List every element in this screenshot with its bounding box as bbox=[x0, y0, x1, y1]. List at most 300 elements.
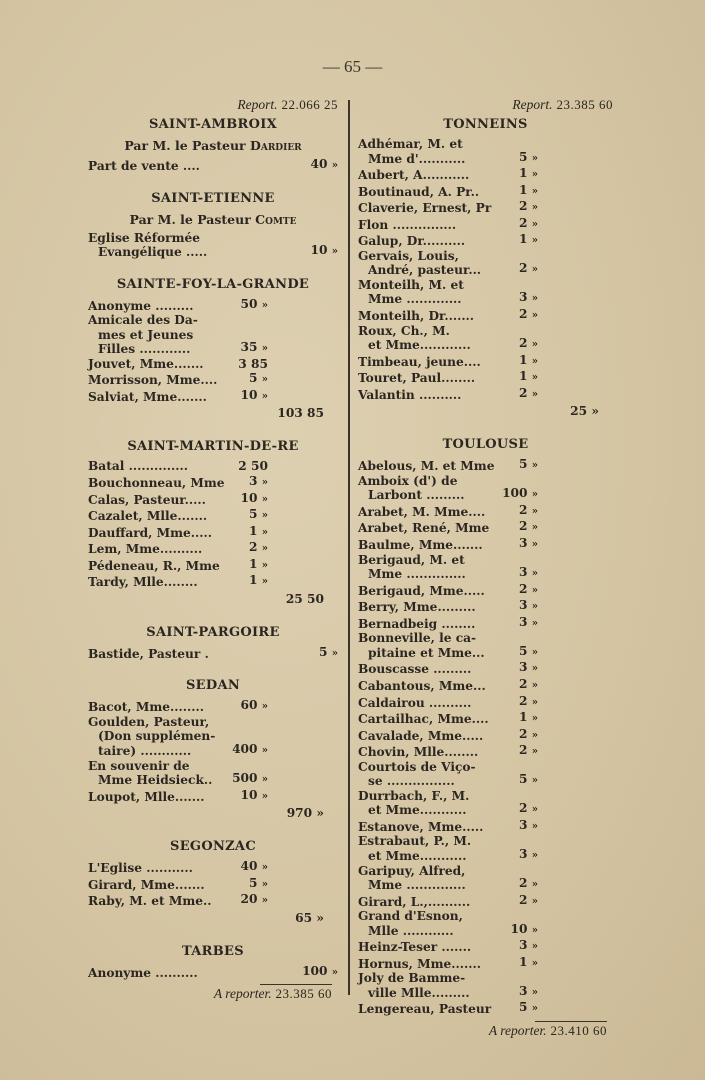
donor-name-line: Mme .............. bbox=[368, 878, 466, 893]
amount-francs: 2 bbox=[519, 199, 532, 214]
donation-amount bbox=[498, 150, 538, 167]
donor-name bbox=[88, 575, 228, 590]
section-title: SAINT-MARTIN-DE-RE bbox=[127, 439, 299, 455]
section-title: SEDAN bbox=[185, 678, 241, 694]
section bbox=[88, 422, 338, 607]
amount-cents: » bbox=[531, 339, 538, 351]
donor-name bbox=[88, 159, 300, 174]
amount-cents: » bbox=[261, 510, 268, 522]
amount-francs: 10 bbox=[510, 921, 532, 936]
amount-cents: » bbox=[531, 218, 538, 230]
donor-name-line: Anonyme ......... bbox=[88, 298, 194, 313]
amount-francs: 1 bbox=[249, 573, 262, 588]
amount-francs: 3 bbox=[519, 536, 532, 551]
donation-amount bbox=[498, 644, 538, 661]
report-label: Report. bbox=[512, 97, 553, 112]
section bbox=[88, 608, 338, 662]
donation-entry bbox=[358, 909, 613, 938]
donor-name-line: Batal .............. bbox=[88, 459, 188, 474]
donor-name bbox=[88, 476, 228, 491]
donor-name-line: Cazalet, Mlle....... bbox=[88, 509, 208, 524]
donation-amount bbox=[228, 524, 268, 541]
donor-name-line: En souvenir de bbox=[88, 758, 190, 773]
donor-name-line: Cartailhac, Mme.... bbox=[358, 712, 489, 727]
amount-francs: 10 bbox=[240, 387, 262, 402]
donation-entry bbox=[88, 964, 338, 981]
donation-entry bbox=[88, 388, 338, 405]
donation-entry bbox=[88, 491, 338, 508]
donation-amount bbox=[498, 183, 538, 200]
amount-cents: » bbox=[531, 820, 538, 832]
donor-name-line: Berry, Mme......... bbox=[358, 600, 476, 615]
section-total: 65 » bbox=[295, 910, 324, 925]
donation-entry bbox=[88, 459, 338, 474]
donor-name bbox=[358, 712, 498, 727]
donation-amount bbox=[228, 859, 268, 876]
donation-entry bbox=[88, 876, 338, 893]
amount-francs: 2 bbox=[519, 726, 532, 741]
donation-entry bbox=[358, 216, 613, 233]
donor-name bbox=[358, 679, 498, 694]
donation-amount bbox=[498, 772, 538, 789]
amount-cents: » bbox=[531, 895, 538, 907]
donor-name bbox=[358, 371, 498, 386]
donation-amount bbox=[498, 727, 538, 744]
donation-amount bbox=[300, 964, 338, 981]
donor-name-line: Caldairou .......... bbox=[358, 695, 472, 710]
donor-name bbox=[88, 390, 228, 405]
donor-name bbox=[88, 542, 228, 557]
donor-name-line: Evangélique ..... bbox=[98, 245, 208, 260]
donation-entry bbox=[358, 278, 613, 307]
donation-entry bbox=[358, 503, 613, 520]
donation-entry bbox=[358, 677, 613, 694]
amount-francs: 5 bbox=[249, 371, 262, 386]
amount-cents: » bbox=[261, 559, 268, 571]
donor-name-line: Larbont ......... bbox=[368, 488, 465, 503]
donor-name-line: Gervais, Louis, bbox=[358, 248, 459, 263]
amount-francs: 2 bbox=[519, 801, 532, 816]
donor-name-line: Mme d'........... bbox=[368, 151, 466, 166]
spacer bbox=[88, 822, 338, 836]
donation-amount bbox=[498, 677, 538, 694]
left-column bbox=[88, 98, 338, 1003]
amount-francs: 2 bbox=[519, 581, 532, 596]
donation-amount bbox=[228, 297, 268, 314]
donor-name-line: L'Eglise ........... bbox=[88, 861, 193, 876]
amount-francs: 2 bbox=[249, 540, 262, 555]
amount-cents: » bbox=[261, 862, 268, 874]
subtitle-name: Comte bbox=[255, 211, 297, 227]
donor-name-line: Arabet, M. Mme.... bbox=[358, 504, 486, 519]
donation-entry bbox=[358, 137, 613, 166]
donation-entry bbox=[358, 353, 613, 370]
amount-francs: 3 bbox=[519, 938, 532, 953]
donor-name bbox=[358, 745, 498, 760]
subtitle-name: Dardier bbox=[250, 138, 302, 153]
donor-name bbox=[88, 759, 228, 788]
section bbox=[88, 174, 338, 260]
donation-amount bbox=[498, 166, 538, 183]
donor-name bbox=[358, 505, 498, 520]
donation-entry bbox=[358, 893, 613, 910]
donor-name-line: Flon ............... bbox=[358, 217, 457, 232]
donation-amount bbox=[498, 955, 538, 972]
donor-name-line: et Mme........... bbox=[368, 803, 467, 818]
donation-amount bbox=[498, 984, 538, 1001]
donation-amount bbox=[300, 645, 338, 662]
donor-name bbox=[358, 185, 498, 200]
donation-amount bbox=[498, 801, 538, 818]
amount-cents: » bbox=[531, 388, 538, 400]
donor-name bbox=[88, 526, 228, 541]
amount-francs: 100 bbox=[302, 963, 332, 978]
amount-francs: 3 bbox=[519, 565, 532, 580]
donor-name-line: Durrbach, F., M. bbox=[358, 788, 470, 803]
donation-entry bbox=[358, 249, 613, 278]
donor-name bbox=[88, 299, 228, 314]
donation-amount bbox=[228, 557, 268, 574]
donor-name-line: Jouvet, Mme....... bbox=[88, 356, 204, 371]
donation-amount bbox=[498, 486, 538, 503]
amount-francs: 5 bbox=[249, 875, 262, 890]
section-title: SAINTE-FOY-LA-GRANDE bbox=[116, 276, 310, 292]
donor-name-line: Dauffard, Mme..... bbox=[88, 525, 213, 540]
amount-francs: 1 bbox=[519, 710, 532, 725]
donor-name-line: Hornus, Mme....... bbox=[358, 956, 481, 971]
amount-francs: 3 bbox=[249, 474, 262, 489]
amount-francs: 2 bbox=[519, 876, 532, 891]
donation-entry bbox=[88, 540, 338, 557]
amount-cents: » bbox=[531, 584, 538, 596]
donor-name bbox=[88, 559, 228, 574]
donor-name-line: Bacot, Mme........ bbox=[88, 700, 204, 715]
donor-name bbox=[358, 249, 498, 278]
donor-name-line: Girard, L.,.......... bbox=[358, 894, 471, 909]
amount-cents: » bbox=[531, 957, 538, 969]
donor-name bbox=[88, 357, 228, 372]
donation-amount bbox=[498, 232, 538, 249]
amount-cents: » bbox=[261, 701, 268, 713]
amount-cents: » bbox=[531, 568, 538, 580]
donor-name bbox=[358, 971, 498, 1000]
section-total: 25 » bbox=[570, 404, 599, 419]
amount-cents: » bbox=[531, 924, 538, 936]
donor-name-line: Tardy, Mlle........ bbox=[88, 575, 198, 590]
donor-name bbox=[358, 553, 498, 582]
donation-entry bbox=[88, 788, 338, 805]
section-title: TARBES bbox=[182, 943, 244, 959]
donor-name bbox=[358, 729, 498, 744]
spacer bbox=[88, 661, 338, 675]
donation-entry bbox=[88, 573, 338, 590]
donation-entry bbox=[358, 166, 613, 183]
amount-francs: 1 bbox=[519, 182, 532, 197]
amount-francs: 2 bbox=[519, 676, 532, 691]
donation-entry bbox=[358, 971, 613, 1000]
donor-name bbox=[88, 373, 228, 388]
donation-entry bbox=[358, 834, 613, 863]
donor-name-line: Baulme, Mme....... bbox=[358, 538, 483, 553]
donor-name-line: Joly de Bamme- bbox=[358, 971, 466, 986]
donor-name-line: Mme Heidsieck.. bbox=[98, 773, 213, 788]
amount-cents: » bbox=[531, 804, 538, 816]
donation-entry bbox=[88, 557, 338, 574]
donation-amount bbox=[228, 788, 268, 805]
amount-francs: 40 bbox=[310, 157, 332, 171]
amount-cents: » bbox=[261, 878, 268, 890]
donation-entry bbox=[88, 759, 338, 788]
donor-name bbox=[88, 459, 228, 474]
donation-entry bbox=[358, 631, 613, 660]
section bbox=[88, 822, 338, 927]
amount-francs: 5 bbox=[249, 507, 262, 522]
section-title: TONNEINS bbox=[443, 117, 528, 132]
report-line bbox=[358, 98, 613, 114]
donor-name-line: Grand d'Esnon, bbox=[358, 909, 463, 924]
amount-cents: » bbox=[531, 310, 538, 322]
donation-amount bbox=[498, 615, 538, 632]
section bbox=[88, 116, 338, 174]
donation-amount bbox=[498, 938, 538, 955]
donor-name-line: et Mme........... bbox=[368, 848, 467, 863]
donor-name-line: Anonyme .......... bbox=[88, 965, 198, 980]
amount-francs: 2 bbox=[519, 385, 532, 400]
donation-amount bbox=[228, 340, 268, 357]
donor-name bbox=[358, 388, 498, 403]
amount-cents: » bbox=[531, 746, 538, 758]
amount-cents: » bbox=[531, 372, 538, 384]
amount-francs: 3 bbox=[519, 614, 532, 629]
donation-amount bbox=[300, 157, 338, 174]
donor-name-line: Bouchonneau, Mme bbox=[88, 476, 225, 491]
donor-name-line: Chovin, Mlle........ bbox=[358, 745, 479, 760]
amount-cents: » bbox=[531, 185, 538, 197]
amount-francs: 2 bbox=[519, 502, 532, 517]
amount-francs: 400 bbox=[232, 742, 262, 757]
donation-amount bbox=[498, 876, 538, 893]
donor-name-line: Bernadbeig ........ bbox=[358, 616, 476, 631]
donation-amount bbox=[228, 491, 268, 508]
amount-francs: 2 bbox=[238, 459, 252, 474]
donor-name bbox=[358, 324, 498, 353]
amount-francs: 5 bbox=[519, 1000, 532, 1015]
amount-francs: 3 bbox=[519, 817, 532, 832]
amount-francs: 500 bbox=[232, 771, 262, 786]
amount-francs: 2 bbox=[519, 693, 532, 708]
carry-line bbox=[88, 985, 338, 1003]
donation-amount bbox=[228, 892, 268, 909]
donation-entry bbox=[358, 789, 613, 818]
donation-amount bbox=[498, 386, 538, 403]
amount-cents: » bbox=[261, 543, 268, 555]
section-title: SAINT-ETIENNE bbox=[151, 190, 275, 206]
amount-cents: » bbox=[331, 160, 338, 171]
donation-entry bbox=[358, 199, 613, 216]
amount-francs: 2 bbox=[519, 336, 532, 351]
donation-amount bbox=[498, 710, 538, 727]
donation-amount bbox=[498, 261, 538, 278]
amount-cents: » bbox=[531, 460, 538, 472]
amount-cents: » bbox=[531, 152, 538, 164]
donation-amount bbox=[228, 573, 268, 590]
donation-amount bbox=[498, 290, 538, 307]
donation-entry bbox=[358, 615, 613, 632]
amount-francs: 2 bbox=[519, 519, 532, 534]
donation-entry bbox=[88, 715, 338, 759]
amount-francs: 2 bbox=[519, 261, 532, 276]
donor-name-line: Amicale des Da- bbox=[88, 313, 198, 328]
donation-amount bbox=[498, 660, 538, 677]
report-value: 23.385 60 bbox=[556, 97, 613, 112]
donation-amount bbox=[228, 698, 268, 715]
carry-value: 23.385 60 bbox=[275, 986, 332, 1002]
donor-name-line: Heinz-Teser ....... bbox=[358, 940, 472, 955]
report-value: 22.066 25 bbox=[281, 97, 338, 112]
page-number: — 65 — bbox=[322, 57, 383, 76]
donor-name-line: Galup, Dr.......... bbox=[358, 234, 466, 249]
donor-name-line: Monteilh, M. et bbox=[358, 277, 464, 292]
section-total: 103 85 bbox=[277, 406, 324, 421]
section-subtitle bbox=[88, 137, 338, 155]
donor-name-line: Amboix (d') de bbox=[358, 473, 458, 488]
donor-name-line: Lem, Mme.......... bbox=[88, 542, 203, 557]
donation-entry bbox=[358, 598, 613, 615]
donor-name bbox=[358, 584, 498, 599]
donor-name-line: Mme ............. bbox=[368, 292, 462, 307]
donor-name bbox=[358, 895, 498, 910]
donation-amount bbox=[498, 503, 538, 520]
donor-name bbox=[358, 278, 498, 307]
donation-amount bbox=[498, 598, 538, 615]
donation-entry bbox=[358, 818, 613, 835]
donor-name-line: et Mme............ bbox=[368, 338, 471, 353]
section bbox=[88, 927, 338, 981]
amount-francs: 40 bbox=[240, 859, 262, 874]
donor-name-line: Morrisson, Mme.... bbox=[88, 373, 218, 388]
donor-name-line: Arabet, René, Mme bbox=[358, 521, 490, 536]
amount-cents: » bbox=[261, 745, 268, 757]
amount-cents: » bbox=[531, 986, 538, 998]
amount-cents: » bbox=[261, 299, 268, 311]
donation-amount bbox=[498, 519, 538, 536]
amount-francs: 1 bbox=[519, 166, 532, 181]
donation-amount bbox=[498, 536, 538, 553]
donor-name-line: Boutinaud, A. Pr.. bbox=[358, 184, 480, 199]
amount-cents: » bbox=[531, 202, 538, 214]
donation-entry bbox=[88, 231, 338, 260]
donation-entry bbox=[88, 507, 338, 524]
amount-francs: 3 bbox=[519, 846, 532, 861]
amount-cents: » bbox=[261, 477, 268, 489]
donation-amount bbox=[228, 507, 268, 524]
donation-amount bbox=[228, 540, 268, 557]
amount-francs: 35 bbox=[240, 340, 262, 355]
donor-name-line: Estrabaut, P., M. bbox=[358, 834, 472, 849]
amount-francs: 2 bbox=[519, 307, 532, 322]
donor-name bbox=[88, 966, 300, 981]
donation-amount bbox=[498, 743, 538, 760]
amount-cents: » bbox=[531, 696, 538, 708]
amount-francs: 50 bbox=[240, 296, 262, 311]
amount-cents: » bbox=[531, 1003, 538, 1015]
amount-francs: 5 bbox=[519, 772, 532, 787]
donation-amount bbox=[498, 369, 538, 386]
spacer bbox=[88, 422, 338, 436]
donor-name bbox=[358, 201, 498, 216]
section bbox=[358, 116, 613, 420]
section-title: SEGONZAC bbox=[170, 839, 256, 855]
donation-amount bbox=[228, 474, 268, 491]
amount-cents: » bbox=[261, 374, 268, 386]
donor-name bbox=[358, 355, 498, 370]
carry-line bbox=[358, 1022, 613, 1040]
donor-name bbox=[88, 878, 228, 893]
amount-cents: » bbox=[531, 879, 538, 891]
donor-name-line: mes et Jeunes bbox=[98, 327, 194, 342]
amount-francs: 1 bbox=[519, 954, 532, 969]
right-column bbox=[358, 98, 613, 1040]
donor-name-line: Cavalade, Mme..... bbox=[358, 728, 484, 743]
donation-entry bbox=[358, 386, 613, 403]
donor-name bbox=[88, 493, 228, 508]
donor-name bbox=[88, 861, 228, 876]
donation-entry bbox=[358, 760, 613, 789]
donor-name bbox=[88, 790, 228, 805]
carry-label: A reporter. bbox=[488, 1022, 547, 1038]
amount-cents: 85 bbox=[251, 356, 268, 371]
donation-amount bbox=[228, 771, 268, 788]
donor-name-line: Bastide, Pasteur . bbox=[88, 646, 209, 661]
donation-entry bbox=[358, 324, 613, 353]
donation-entry bbox=[358, 660, 613, 677]
donor-name bbox=[358, 218, 498, 233]
donor-name-line: Mme .............. bbox=[368, 567, 466, 582]
donor-name-line: Girard, Mme....... bbox=[88, 877, 205, 892]
donor-name bbox=[358, 631, 498, 660]
amount-francs: 1 bbox=[249, 556, 262, 571]
amount-cents: 50 bbox=[251, 459, 268, 474]
section-total: 970 » bbox=[286, 806, 324, 821]
donation-amount bbox=[498, 353, 538, 370]
amount-cents: » bbox=[331, 966, 338, 978]
amount-francs: 1 bbox=[519, 352, 532, 367]
donor-name bbox=[358, 137, 498, 166]
donation-entry bbox=[88, 297, 338, 314]
donation-entry bbox=[358, 369, 613, 386]
donation-amount bbox=[498, 216, 538, 233]
donor-name bbox=[88, 894, 228, 909]
donation-entry bbox=[88, 157, 338, 174]
amount-francs: 3 bbox=[238, 356, 252, 371]
section-subtitle bbox=[88, 211, 338, 229]
carry-label: A reporter. bbox=[213, 986, 272, 1002]
donor-name-line: Lengereau, Pasteur bbox=[358, 1002, 492, 1017]
donor-name-line: Goulden, Pasteur, bbox=[88, 714, 210, 729]
amount-cents: » bbox=[261, 790, 268, 802]
left-sections bbox=[88, 116, 338, 980]
amount-francs: 2 bbox=[519, 892, 532, 907]
donor-name bbox=[358, 309, 498, 324]
donor-name bbox=[88, 231, 300, 260]
amount-cents: » bbox=[261, 493, 268, 505]
donation-amount bbox=[498, 694, 538, 711]
donation-amount bbox=[498, 893, 538, 910]
amount-cents: » bbox=[531, 355, 538, 367]
donor-name-line: Claverie, Ernest, Pr bbox=[358, 201, 492, 216]
donation-entry bbox=[88, 892, 338, 909]
column-divider bbox=[348, 100, 350, 995]
